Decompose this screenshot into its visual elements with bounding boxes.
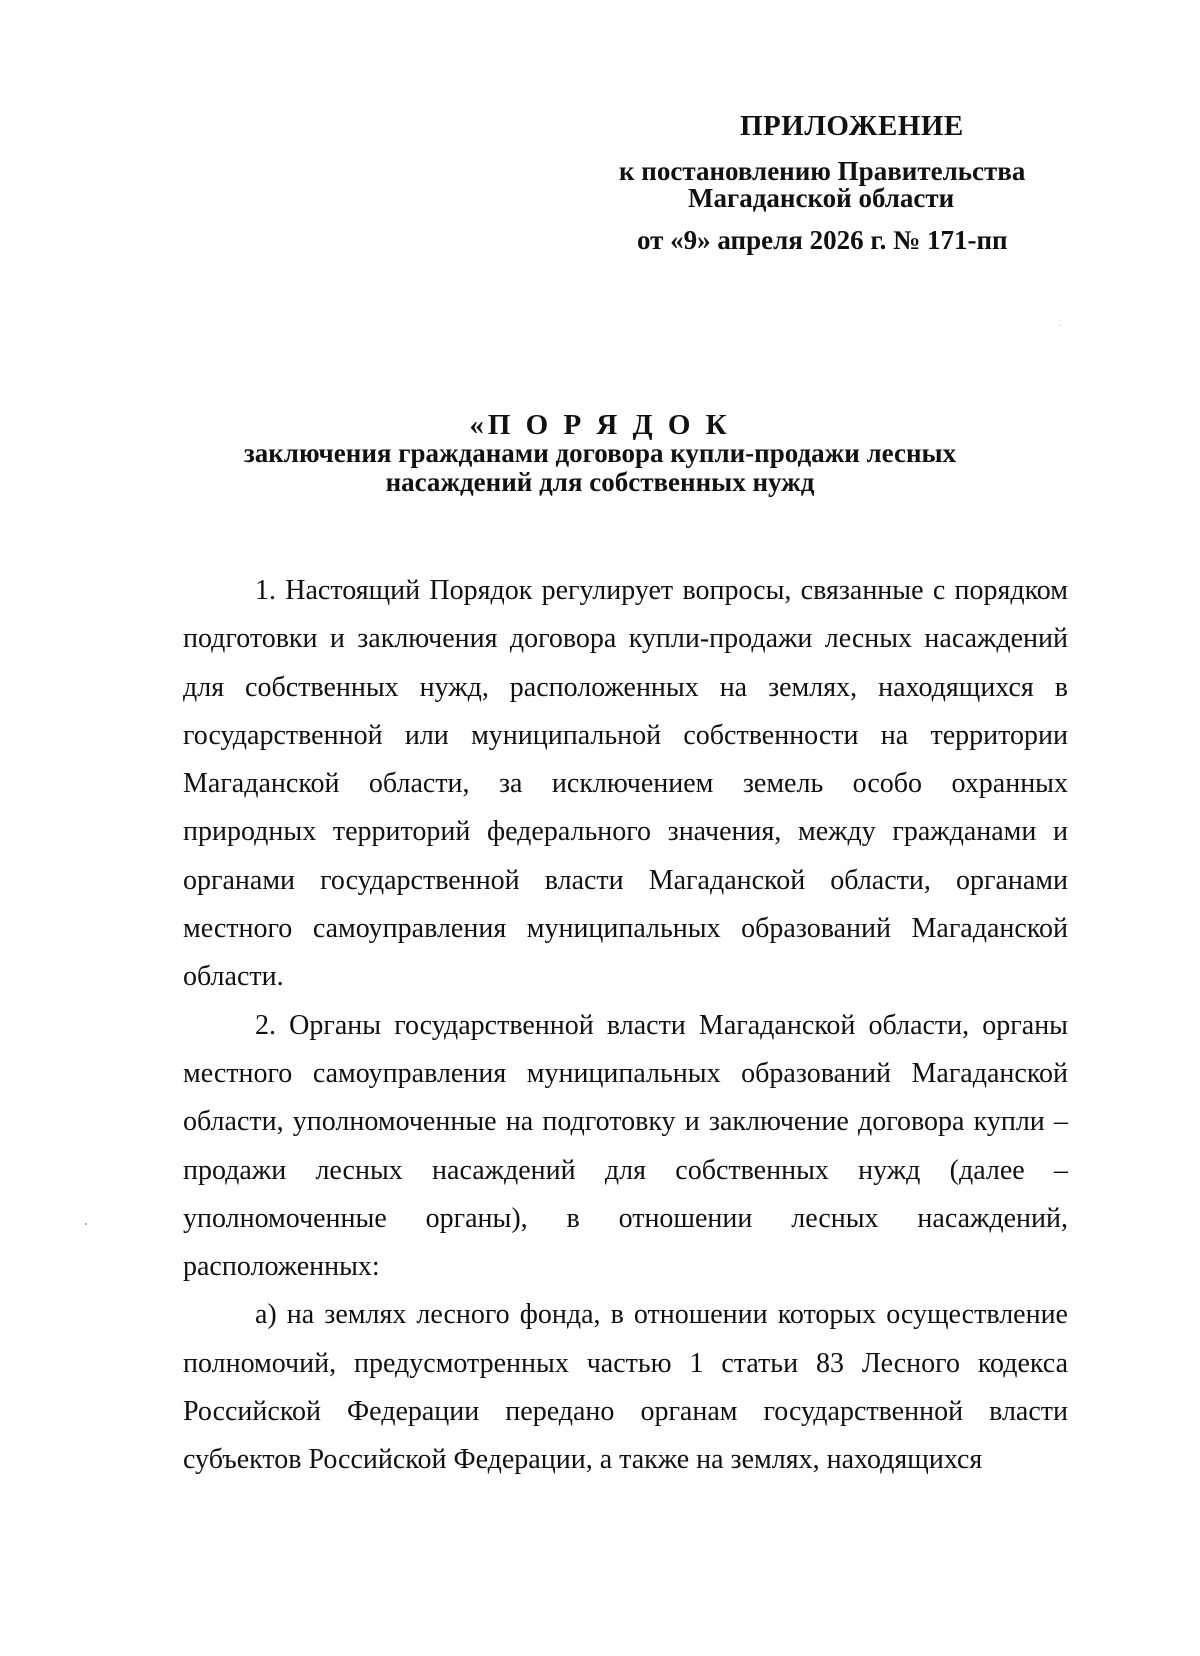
document-body	[183, 567, 1068, 1485]
paragraph-2a: а) на землях лесного фонда, в отношении которых осуществление полномочий, предусмотренных частью 1 статьи 83 Лесного кодекса Российской Федерации передано органам государственной власти субъектов Российской Федерации, а также на землях, находящихся	[183, 1299, 1068, 1476]
scan-speck	[1060, 325, 1061, 326]
appendix-date-number-line: от «9» апреля 2026 г. № 171-пп	[637, 225, 1008, 255]
paragraph-2: 2. Органы государственной власти Магаданской области, органы местного самоуправления муниципальных образований Магаданской области, уполномоченные на подготовку и заключение договора купли – продажи лесных насаждений для собственных нужд (далее – уполномоченные органы), в отношении лесных насаждений, расположенных:	[183, 1009, 1068, 1283]
paragraph-1: 1. Настоящий Порядок регулирует вопросы, связанные с порядком подготовки и заключения договора купли-продажи лесных насаждений для собственных нужд, расположенных на землях, находящихся в государственной или муниципальной собственности на территории Магаданской области, за исключением земель особо охранных природных территорий федерального значения, между гражданами и органами государственной власти Магаданской области, органами местного самоуправления муниципальных образований Магаданской области.	[183, 575, 1068, 993]
appendix-resolution-line: к постановлению Правительства	[619, 156, 1026, 186]
appendix-title: ПРИЛОЖЕНИЕ	[740, 110, 964, 142]
order-subtitle-line-2: насаждений для собственных нужд	[385, 467, 815, 497]
appendix-region-line: Магаданской области	[688, 183, 955, 213]
order-subtitle-line-1: заключения гражданами договора купли-продажи лесных	[243, 438, 957, 468]
order-title: «П О Р Я Д О К	[469, 409, 731, 441]
scan-speck	[85, 1223, 87, 1225]
